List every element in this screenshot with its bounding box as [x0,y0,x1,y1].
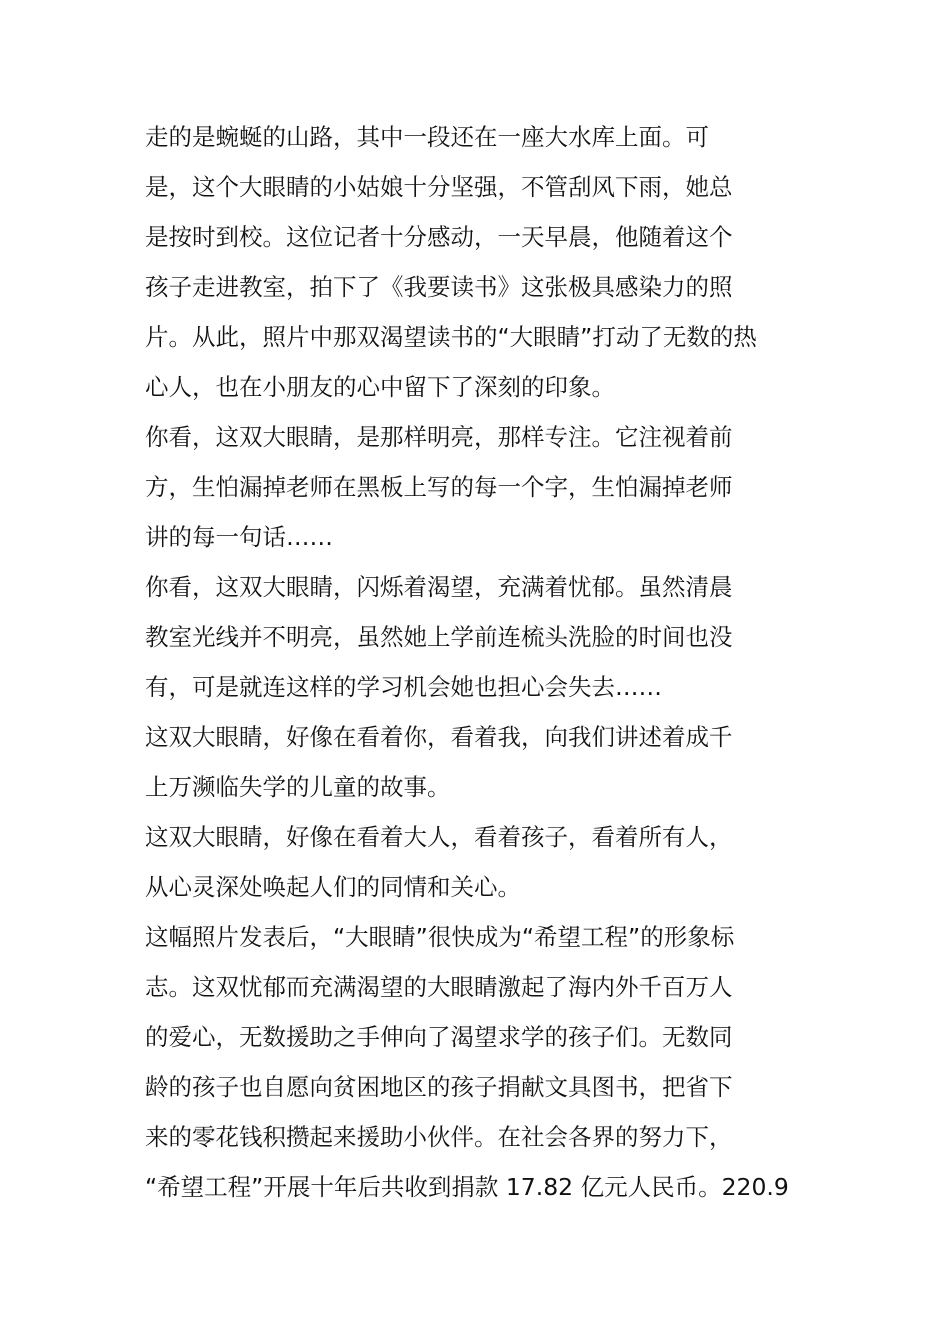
text-line: 上万濒临失学的儿童的故事。 [145,773,451,801]
text-line: 从心灵深处唤起人们的同情和关心。 [145,873,521,901]
text-line: 有，可是就连这样的学习机会她也担心会失去…… [145,673,662,701]
text-line: 走的是蜿蜒的山路，其中一段还在一座大水库上面。可 [145,123,709,151]
text-line: 你看，这双大眼睛，闪烁着渴望，充满着忧郁。虽然清晨 [145,573,733,601]
text-line: 是，这个大眼睛的小姑娘十分坚强，不管刮风下雨，她总 [145,173,733,201]
text-line: 志。这双忧郁而充满渴望的大眼睛激起了海内外千百万人 [145,973,733,1001]
text-line: 讲的每一句话…… [145,523,333,551]
text-line: 教室光线并不明亮，虽然她上学前连梳头洗脸的时间也没 [145,623,733,651]
text-line: 这幅照片发表后，“大眼睛”很快成为“希望工程”的形象标 [145,923,735,951]
text-line: 这双大眼睛，好像在看着你，看着我，向我们讲述着成千 [145,723,733,751]
text-line: 片。从此，照片中那双渴望读书的“大眼睛”打动了无数的热 [145,323,757,351]
text-line: 孩子走进教室，拍下了《我要读书》这张极具感染力的照 [145,273,733,301]
text-line: 的爱心，无数援助之手伸向了渴望求学的孩子们。无数同 [145,1023,733,1051]
text-line: 是按时到校。这位记者十分感动，一天早晨，他随着这个 [145,223,733,251]
text-line: 这双大眼睛，好像在看着大人，看着孩子，看着所有人， [145,823,733,851]
text-line: 方，生怕漏掉老师在黑板上写的每一个字，生怕漏掉老师 [145,473,733,501]
text-line: “希望工程”开展十年后共收到捐款 17.82 亿元人民币。220.9 [145,1173,789,1201]
article-text [145,112,825,1212]
text-line: 心人，也在小朋友的心中留下了深刻的印象。 [145,373,615,401]
text-line: 龄的孩子也自愿向贫困地区的孩子捐献文具图书，把省下 [145,1073,733,1101]
text-line: 来的零花钱积攒起来援助小伙伴。在社会各界的努力下， [145,1123,733,1151]
text-line: 你看，这双大眼睛，是那样明亮，那样专注。它注视着前 [145,423,733,451]
